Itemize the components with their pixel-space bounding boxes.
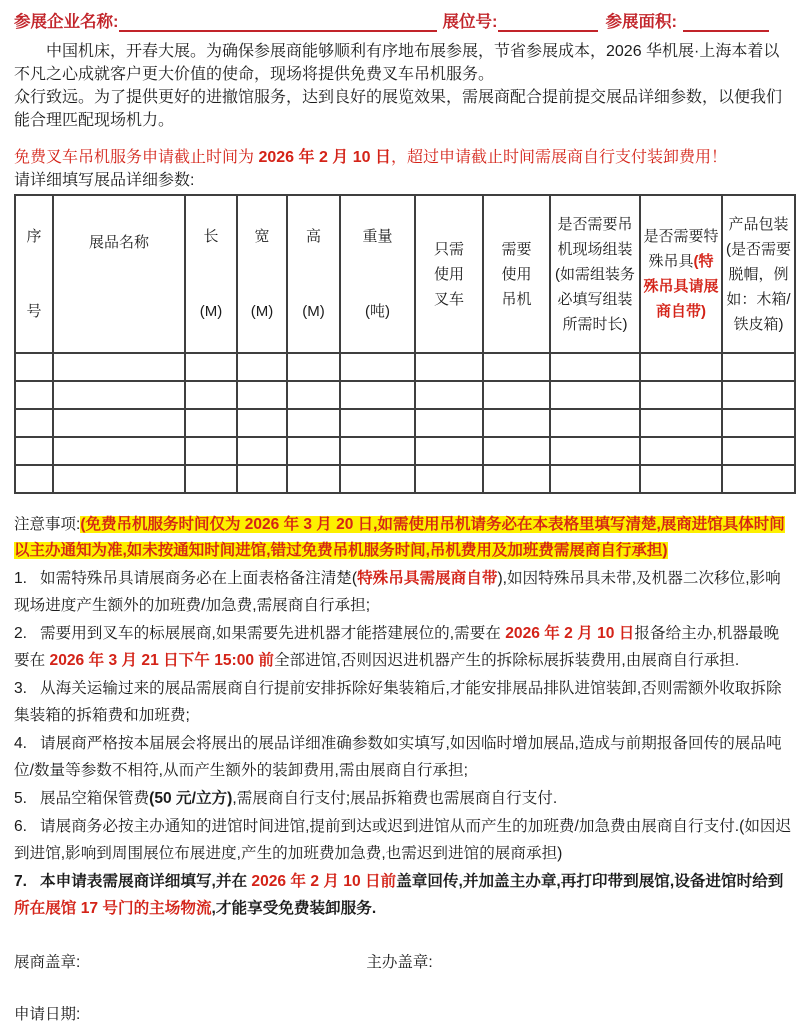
note-item-6: 6. 请展商务必按主办通知的进馆时间进馆,提前到达或迟到进馆从而产生的加班费/加急费由展商自行支付.(如因迟到进馆,影响到周围展位布展进度,产生的加班费加急费,也需迟到进馆的展商承担) — [14, 818, 792, 862]
empty-cell[interactable] — [237, 465, 287, 493]
form-header-fields — [14, 8, 794, 32]
col-header-exhibit-name: 展品名称 — [53, 195, 185, 353]
table-caption: 请详细填写展品详细参数: — [14, 172, 195, 189]
empty-cell[interactable] — [185, 381, 237, 409]
booth-number-label: 展位号: — [442, 13, 498, 31]
empty-cell[interactable] — [722, 437, 795, 465]
exhibitor-stamp-label: 展商盖章: — [14, 954, 81, 971]
empty-cell[interactable] — [287, 353, 340, 381]
booth-number-blank-field[interactable] — [498, 15, 598, 32]
company-name-label: 参展企业名称: — [14, 13, 119, 31]
empty-cell[interactable] — [185, 409, 237, 437]
empty-cell[interactable] — [722, 409, 795, 437]
empty-cell[interactable] — [415, 381, 483, 409]
col-header-onsite-assembly: 是否需要吊机现场组装(如需组装务必填写组装所需时长) — [550, 195, 640, 353]
col-header-product-packaging: 产品包装(是否需要脱帽，例如：木箱/铁皮箱) — [722, 195, 795, 353]
empty-cell[interactable] — [722, 381, 795, 409]
exhibit-area-label: 参展面积: — [605, 13, 677, 31]
empty-cell[interactable] — [287, 465, 340, 493]
free-service-deadline-notice: 免费叉车吊机服务申请截止时间为 2026 年 2 月 10 日，超过申请截止时间需展商自行支付装卸费用！ — [14, 149, 727, 166]
empty-cell[interactable] — [550, 409, 640, 437]
col-header-crane-needed: 需要 使用 吊机 — [483, 195, 550, 353]
empty-cell[interactable] — [415, 353, 483, 381]
empty-cell[interactable] — [483, 409, 550, 437]
empty-cell[interactable] — [185, 465, 237, 493]
note-item-4: 4. 请展商严格按本届展会将展出的展品详细准确参数如实填写,如因临时增加展品,造成与前期报备回传的展品吨位/数量等参数不相符,从而产生额外的装卸费用,需由展商自行承担; — [14, 735, 782, 779]
empty-cell[interactable] — [550, 437, 640, 465]
empty-cell[interactable] — [640, 381, 722, 409]
empty-cell[interactable] — [53, 381, 185, 409]
application-date-label: 申请日期: — [14, 1006, 81, 1023]
col-header-weight: 重量 (吨) — [340, 195, 415, 353]
empty-cell[interactable] — [185, 437, 237, 465]
empty-cell[interactable] — [640, 409, 722, 437]
empty-cell[interactable] — [237, 353, 287, 381]
table-empty-row-1 — [15, 353, 795, 381]
empty-cell[interactable] — [483, 353, 550, 381]
empty-cell[interactable] — [15, 437, 53, 465]
col-header-length: 长 (M) — [185, 195, 237, 353]
empty-cell[interactable] — [237, 437, 287, 465]
empty-cell[interactable] — [287, 381, 340, 409]
table-header-row — [15, 195, 795, 353]
empty-cell[interactable] — [550, 381, 640, 409]
note-item-2: 2. 需要用到叉车的标展展商,如果需要先进机器才能搭建展位的,需要在 2026 年 2 月 10 日报备给主办,机器最晚要在 2026 年 3 月 21 日下午 15:00 前全部进馆,否则因迟进机器产生的拆除标展拆装费用,由展商自行承担. — [14, 625, 780, 669]
empty-cell[interactable] — [237, 409, 287, 437]
empty-cell[interactable] — [237, 381, 287, 409]
empty-cell[interactable] — [287, 409, 340, 437]
empty-cell[interactable] — [483, 381, 550, 409]
empty-cell[interactable] — [415, 437, 483, 465]
note-item-1: 1. 如需特殊吊具请展商务必在上面表格备注清楚(特殊吊具需展商自带),如因特殊吊具未带,及机器二次移位,影响现场进度产生额外的加班费/加急费,需展商自行承担; — [14, 570, 781, 614]
table-empty-row-5 — [15, 465, 795, 493]
empty-cell[interactable] — [722, 353, 795, 381]
numbered-notes-list — [14, 565, 794, 922]
empty-cell[interactable] — [340, 465, 415, 493]
table-empty-row-4 — [15, 437, 795, 465]
empty-cell[interactable] — [640, 437, 722, 465]
important-notes-heading: 注意事项:(免费吊机服务时间仅为 2026 年 3 月 20 日,如需使用吊机请务必在本表格里填写清楚,展商进馆具体时间以主办通知为准,如未按通知时间进馆,错过免费吊机服务时间,吊机费用及加班费需展商自行承担) — [14, 516, 785, 559]
intro-paragraph-2: 众行致远。为了提供更好的进撤馆服务，达到良好的展览效果，需展商配合提前提交展品详细参数，以便我们能合理匹配现场机力。 — [14, 89, 783, 129]
empty-cell[interactable] — [15, 409, 53, 437]
empty-cell[interactable] — [185, 353, 237, 381]
empty-cell[interactable] — [550, 465, 640, 493]
empty-cell[interactable] — [53, 353, 185, 381]
intro-paragraph-1: 中国机床，开春大展。为确保参展商能够顺利有序地布展参展，节省参展成本，2026 华机展·上海本着以不凡之心成就客户更大价值的使命，现场将提供免费叉车吊机服务。 — [14, 43, 780, 83]
empty-cell[interactable] — [340, 381, 415, 409]
empty-cell[interactable] — [483, 465, 550, 493]
empty-cell[interactable] — [15, 381, 53, 409]
organizer-stamp-label: 主办盖章: — [366, 954, 433, 971]
empty-cell[interactable] — [722, 465, 795, 493]
company-name-blank-field[interactable] — [119, 15, 437, 32]
empty-cell[interactable] — [415, 465, 483, 493]
col-header-forklift-only: 只需 使用 叉车 — [415, 195, 483, 353]
empty-cell[interactable] — [15, 353, 53, 381]
table-empty-row-3 — [15, 409, 795, 437]
empty-cell[interactable] — [415, 409, 483, 437]
empty-cell[interactable] — [340, 437, 415, 465]
empty-cell[interactable] — [53, 409, 185, 437]
col-header-serial-number: 序 号 — [15, 195, 53, 353]
note-item-3: 3. 从海关运输过来的展品需展商自行提前安排拆除好集装箱后,才能安排展品排队进馆装卸,否则需额外收取拆除集装箱的拆箱费和加班费; — [14, 680, 782, 724]
stamp-signature-row — [14, 950, 794, 972]
col-header-special-rigging: 是否需要特殊吊具(特殊吊具请展商自带) — [640, 195, 722, 353]
col-header-height: 高 (M) — [287, 195, 340, 353]
empty-cell[interactable] — [340, 409, 415, 437]
empty-cell[interactable] — [640, 465, 722, 493]
exhibit-parameters-table — [14, 194, 796, 494]
note-item-5: 5. 展品空箱保管费(50 元/立方),需展商自行支付;展品拆箱费也需展商自行支付. — [14, 790, 558, 807]
col-header-width: 宽 (M) — [237, 195, 287, 353]
note-item-7: 7. 本申请表需展商详细填写,并在 2026 年 2 月 10 日前盖章回传,并加盖主办章,再打印带到展馆,设备进馆时给到所在展馆 17 号门的主场物流,才能享受免费装卸服务. — [14, 873, 784, 917]
special-rigging-red-note: (特殊吊具请展商自带) — [643, 253, 719, 320]
empty-cell[interactable] — [640, 353, 722, 381]
exhibit-area-blank-field[interactable] — [683, 15, 769, 32]
table-empty-row-2 — [15, 381, 795, 409]
empty-cell[interactable] — [287, 437, 340, 465]
empty-cell[interactable] — [340, 353, 415, 381]
empty-cell[interactable] — [53, 437, 185, 465]
empty-cell[interactable] — [550, 353, 640, 381]
empty-cell[interactable] — [15, 465, 53, 493]
empty-cell[interactable] — [53, 465, 185, 493]
empty-cell[interactable] — [483, 437, 550, 465]
